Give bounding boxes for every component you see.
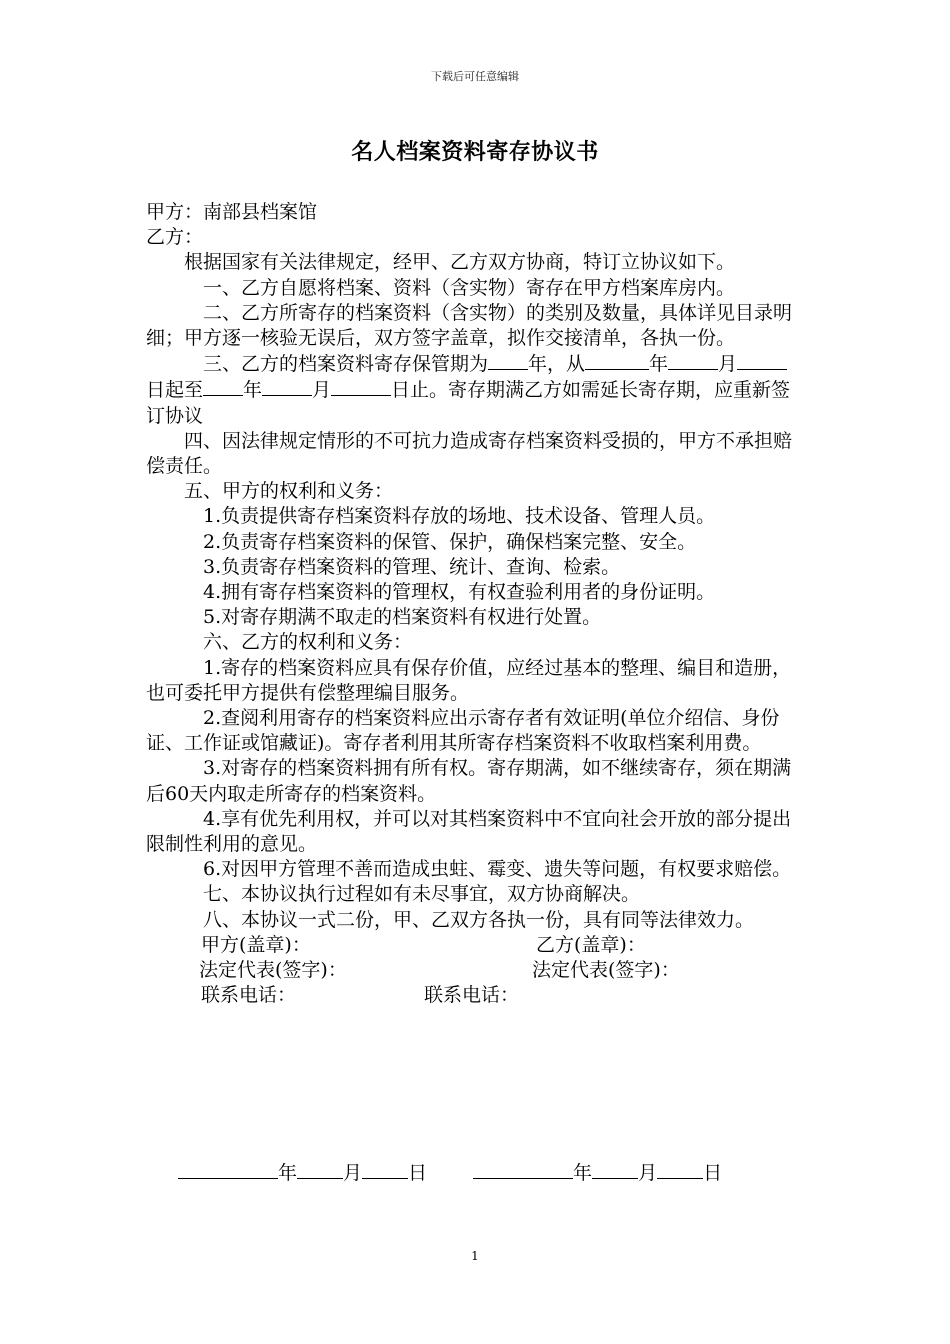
blank-end-year: [203, 377, 243, 396]
clause-5-item: 5.对寄存期满不取走的档案资料有权进行处置。: [203, 606, 602, 629]
blank-end-month: [262, 377, 312, 396]
blank-start-day: [737, 351, 787, 370]
clause-3-text-6: 年: [243, 379, 263, 402]
blank-sign-month-a: [297, 1160, 343, 1179]
clause-2: 二、乙方所寄存的档案资料（含实物）的类别及数量，具体详见目录明细；甲方逐一核验无误后，双方签字盖章，拟作交接清单，各执一份。: [146, 301, 793, 350]
date-row: [178, 1158, 722, 1185]
signature-rep-row: [146, 958, 806, 983]
blank-term-years: [488, 351, 528, 370]
blank-sign-month-b: [592, 1160, 638, 1179]
clause-5-heading: 五、甲方的权利和义务：: [184, 480, 394, 503]
date-day-label-a: 日: [408, 1162, 428, 1184]
clause-6-item: 6.对因甲方管理不善而造成虫蛀、霉变、遗失等问题，有权要求赔偿。: [203, 858, 792, 881]
blank-sign-year-a: [178, 1160, 278, 1179]
clause-3-text-4: 月: [718, 353, 738, 376]
clause-6-item: 3.对寄存的档案资料拥有所有权。寄存期满，如不继续寄存，须在期满后60天内取走所寄存的档案资料。: [146, 757, 792, 805]
party-b-line: 乙方：: [146, 226, 204, 249]
blank-start-month: [668, 351, 718, 370]
clause-3-text-2: 年，从: [528, 353, 586, 376]
blank-end-day: [331, 377, 391, 396]
party-a-rep-label: 法定代表(签字)：: [199, 958, 347, 981]
clause-5-item: 4.拥有寄存档案资料的管理权，有权查验利用者的身份证明。: [203, 581, 716, 604]
clause-6-item: 1.寄存的档案资料应具有保存价值，应经过基本的整理、编目和造册，也可委托甲方提供有偿整理编目服务。: [146, 656, 792, 704]
date-year-label-a: 年: [278, 1162, 298, 1184]
document-title: 名人档案资料寄存协议书: [351, 139, 599, 165]
clause-8: 八、本协议一式二份，甲、乙双方各执一份，具有同等法律效力。: [203, 908, 755, 931]
clause-3-text-3: 年: [649, 353, 669, 376]
header-note: 下载后可任意编辑: [431, 70, 519, 83]
clause-7: 七、本协议执行过程如有未尽事宜，双方协商解决。: [203, 883, 641, 906]
party-a-line: 甲方：南部县档案馆: [146, 201, 318, 223]
blank-start-year: [585, 351, 649, 370]
date-month-label-b: 月: [638, 1162, 658, 1184]
clause-5-item: 1.负责提供寄存档案资料存放的场地、技术设备、管理人员。: [203, 505, 716, 528]
clause-3-text-7: 月: [312, 379, 332, 402]
party-a-seal-label: 甲方(盖章)：: [201, 933, 311, 956]
clause-3-text-5: 日起至: [146, 379, 204, 402]
document-body: [146, 200, 806, 1008]
date-month-label-a: 月: [343, 1162, 363, 1184]
signature-seal-row: [146, 933, 806, 958]
party-b-rep-label: 法定代表(签字)：: [532, 958, 680, 981]
date-day-label-b: 日: [703, 1162, 723, 1184]
signature-phone-row: [146, 983, 806, 1008]
page-number: 1: [471, 1249, 479, 1263]
blank-sign-year-b: [473, 1160, 573, 1179]
party-b-seal-label: 乙方(盖章)：: [536, 933, 646, 956]
clause-6-heading: 六、乙方的权利和义务：: [203, 631, 413, 654]
clause-6-item: 4.享有优先利用权，并可以对其档案资料中不宜向社会开放的部分提出限制性利用的意见。: [146, 807, 792, 856]
intro-paragraph: 根据国家有关法律规定，经甲、乙方双方协商，特订立协议如下。: [184, 251, 736, 274]
date-year-label-b: 年: [573, 1162, 593, 1184]
blank-sign-day-b: [657, 1160, 703, 1179]
blank-sign-day-a: [362, 1160, 408, 1179]
clause-3: [146, 351, 806, 429]
clause-5-item: 3.负责寄存档案资料的管理、统计、查询、检索。: [203, 555, 621, 578]
clause-4: 四、因法律规定情形的不可抗力造成寄存档案资料受损的，甲方不承担赔偿责任。: [146, 429, 793, 478]
party-a-phone-label: 联系电话：: [201, 983, 297, 1006]
clause-6-item: 2.查阅利用寄存的档案资料应出示寄存者有效证明(单位介绍信、身份证、工作证或馆藏证)。寄存者利用其所寄存档案资料不收取档案利用费。: [146, 707, 780, 755]
clause-5-item: 2.负责寄存档案资料的保管、保护，确保档案完整、安全。: [203, 530, 697, 553]
clause-1: 一、乙方自愿将档案、资料（含实物）寄存在甲方档案库房内。: [203, 276, 736, 299]
clause-3-text-1: 三、乙方的档案资料寄存保管期为: [203, 353, 489, 376]
party-b-phone-label: 联系电话：: [424, 983, 520, 1006]
clause-3-text-8: 日止。寄存期满乙方如需延长寄存期，应重新签订协议: [146, 379, 791, 427]
